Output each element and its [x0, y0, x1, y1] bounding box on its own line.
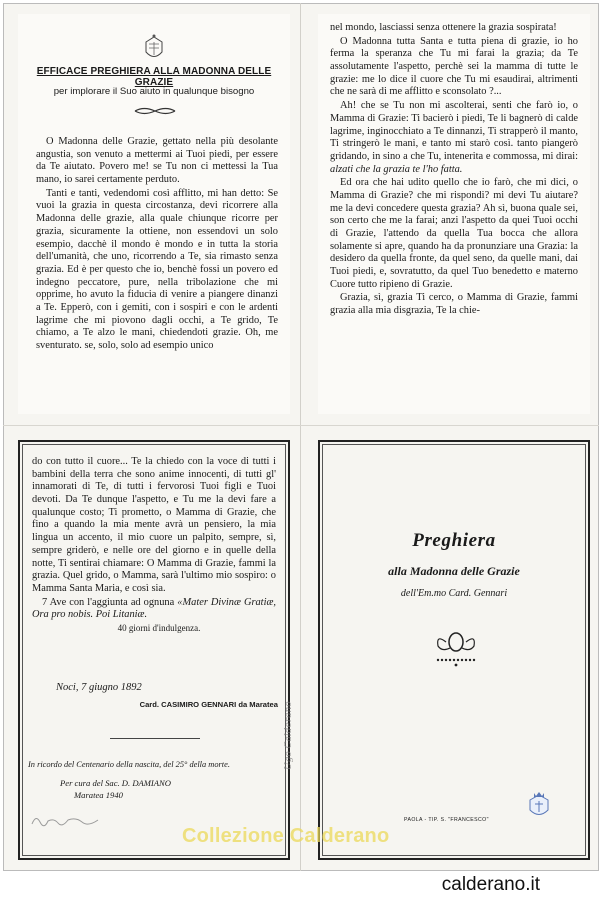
- place-year-line: Maratea 1940: [74, 789, 123, 800]
- paragraph: [330, 100, 578, 176]
- editor-credit: [60, 778, 171, 801]
- prayer-title: EFFICACE PREGHIERA ALLA MADONNA DELLE GRAZIE: [36, 66, 272, 88]
- site-footer: [0, 872, 602, 900]
- italic-phrase: alzati che la grazia te l'ho fatta.: [330, 163, 463, 175]
- site-name: calderano.it: [441, 874, 540, 895]
- paragraph: Tanti e tanti, vedendomi così afflitto, mi han detto: Se vuoi la grazia in questa circostanza, devi ricorrere alla Madonna delle grazie, alla quale chiunque ricorre per grazia, sicuramente la ottiene, non essendovi un solo esempio, dacchè il mondo è mondo e in tutta la storia dell'umanità, che uno, ricorrendo a Te, sia rimasto senza grazia. Ed è per questo che io, benchè fossi un povero ed indegno peccatore, pure, nella tribolazione che mi opprime, ho avuto la fiducia di venire a piangere dinanzi a Te. Epperò, con i gemiti, con i sospiri e con le ardenti lagrime che mi piovono dagli occhi, a Te grido, Te chiamo, a Te alzo le mani, chiedendoti grazie. Oh, me sventurato. se, solo, solo ad esempio unico: [36, 187, 278, 351]
- paragraph: nel mondo, lasciassi senza ottenere la grazia sospirata!: [330, 22, 557, 33]
- memorial-note: In ricordo del Centenario della nascita, del 25° della morte.: [28, 760, 230, 769]
- handwritten-signature: [28, 812, 104, 830]
- cover-author: dell'Em.mo Card. Gennari: [400, 588, 508, 599]
- editor-line: Per cura del Sac. D. DAMIANO: [60, 778, 171, 788]
- prayer-text-part2: [330, 22, 578, 319]
- fold-line-vertical: [300, 3, 301, 871]
- fold-line-horizontal: [3, 425, 599, 426]
- divider: [110, 738, 200, 739]
- signature-line: Card. CASIMIRO GENNARI da Maratea: [139, 700, 278, 709]
- cover-title: Preghiera: [412, 530, 496, 551]
- paragraph: Grazia, sì, grazia Ti cerco, o Mamma di Grazie, fammi grazia alla mia disgrazia, Te la chie-: [330, 292, 578, 317]
- text-span: Ah! che se Tu non mi ascolterai, senti che farò io, o Mamma di Grazie: Ti bacierò i piedi, Te li bagnerò di calde lagrime, inginocchiato a Te dinnanzi, Ti strapperò il manto, Ti stringerò le mani, e tanto mi starò così. tanto piangerò gridando, in sino a che Tu, intenerita e commossa, mi dirai:: [330, 100, 578, 162]
- decorative-ornament-icon: [432, 630, 480, 668]
- panel-bottom-right: [318, 440, 590, 860]
- place-date: Noci, 7 giugno 1892: [56, 682, 142, 693]
- cover-subtitle: alla Madonna delle Grazie: [388, 564, 520, 578]
- text-span: 7 Ave con l'aggiunta ad ognuna: [42, 596, 175, 608]
- prayer-text-part3: [32, 456, 276, 635]
- crest-icon: [143, 34, 165, 62]
- printer-credit: PAOLA - TIP. S. "FRANCESCO": [404, 817, 489, 823]
- panel-top-right: [318, 14, 590, 414]
- paragraph: Ed ora che hai udito quello che io farò, che mi dici, o Mamma di Grazie? che mi rispondi? mi devi Tu aiutare? me la devi concedere questa grazia? Ah sì, buona quale sei, son certo che me la farai; anzi l'aspetto da quei Tuoi occhi di Grazie, l'attendo da quella Tua bocca che allora solamente si apre, quando ha da pronunziare una Grazia: la desidero da quella fronte, da quel seno, da quelle mani, dai Tuoi piedi, e, sovratutto, da quel Tuo benedetto e materno Cuore tutto ripieno di Grazie.: [330, 177, 578, 290]
- paragraph: O Madonna delle Grazie, gettato nella più desolante angustia, son venuto a mettermi ai Tuoi piedi, per essere da Te aiutato. Povero me! se Tu non ci mettessi la Tua mano, io sarei certamente perduto.: [36, 136, 278, 186]
- italic-phrase: «Mater Divinæ Gratiæ, Ora pro nobis. Poi Litaniæ.: [32, 596, 276, 621]
- prayer-subtitle: per implorare il Suo aiuto in qualunque bisogno: [53, 86, 255, 97]
- collection-crest-icon: [526, 790, 552, 820]
- panel-top-left: [18, 14, 290, 414]
- paragraph: do con tutto il cuore... Te la chiedo con la voce di tutti i bambini della terra che sono anime innocenti, di tutti gl' innamorati di Te, di tutti i fervorosi Tuoi figli e Tuoi devoti. Da Te dunque l'aspetto, e Tu me la devi fare a qualunque costo; Ti prometto, o Mamma di Grazie, che fino a quando la mia mente avrà un pensiero, la mia lingua un accento, il mio cuore un palpito, sempre, sì, sempre griderò, e nelle ore del giorno e in quelle della notte, Ti sentirai chiamare: O Mamma di Grazie, fammi la grazia. Quel grido, o Mamma, sarà l'ultimo mio sospiro: o Mamma Santa Maria, e così sia.: [32, 456, 276, 594]
- prayer-text-part1: [36, 136, 278, 354]
- collection-watermark: Collezione Calderano: [182, 825, 390, 847]
- ornament-icon: [133, 106, 177, 116]
- indulgence-note: 40 giorni d'indulgenza.: [117, 622, 201, 633]
- paragraph: O Madonna tutta Santa e tutta piena di grazie, io ho ferma la speranza che Tu mi farai la grazia; da Te assolutamente l'aspetto, perchè sei la mamma di tutte le grazie: me lo dice il cuore che Tu mi esaudirai, altrimenti che ne sarà di me afflitto e sconsolato ?...: [330, 35, 578, 98]
- paragraph: [32, 597, 276, 622]
- margin-signature: Ugo Calderano: [284, 701, 294, 770]
- panel-bottom-left: [18, 440, 290, 860]
